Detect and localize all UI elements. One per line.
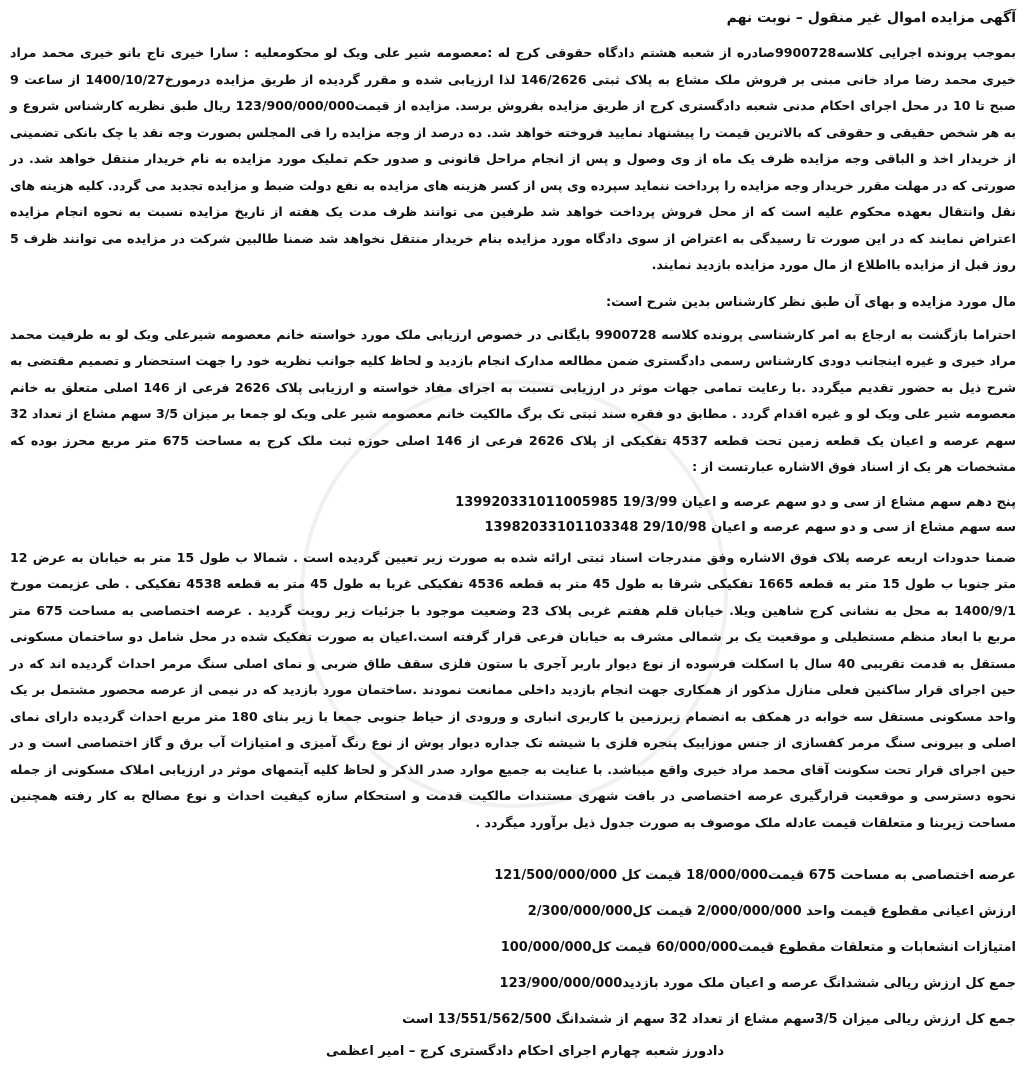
section-heading: مال مورد مزایده و بهای آن طبق نظر کارشناس بدین شرح است: xyxy=(605,294,1016,310)
deed-list xyxy=(10,495,1016,535)
notice-title: آگهی مزایده اموال غیر منقول – نوبت نهم xyxy=(726,10,1016,26)
valuation-item: ارزش اعیانی مقطوع قیمت واحد 2/000/000/000 قیمت کل2/300/000/000 xyxy=(527,904,1016,919)
valuation-item: امتیازات انشعابات و متعلقات مقطوع قیمت60/000/000 قیمت کل100/000/000 xyxy=(500,940,1016,955)
notice-paragraph-terms: بموجب پرونده اجرایی کلاسه9900728صادره از شعبه هشتم دادگاه حقوقی کرج له :معصومه شیر علی ویک لو محکومعلیه : سارا خیری تاج بانو خیری محمد مراد خیری محمد رضا مراد خانی مبنی بر فروش ملک مشاع به پلاک ثبتی 146/2626 لذا ارزیابی شده و مقرر گردیده از طریق مزایده درمورخ1400/10/27 از ساعت 9 صبح تا 10 در محل اجرای احکام مدنی شعبه دادگستری کرج از طریق مزایده بفروش برسد. مزایده از قیمت123/900/000/000 ریال طبق نظریه کارشناس شروع و به هر شخص حقیقی و حقوقی که بالاترین قیمت را پیشنهاد نمایید فروخته خواهد شد. ده درصد از وجه مزایده را فی المجلس بصورت وجه نقد یا چک بانکی تضمینی از خریدار اخذ و الباقی وجه مزایده ظرف یک ماه از وی وصول و پس از انجام مراحل قانونی و صدور حکم تملیک مورد مزایده به نام خریدار منتقل خواهد شد. در صورتی که در مهلت مقرر خریدار وجه مزایده را پرداخت ننماید سپرده وی پس از کسر هزینه های مزایده به نفع دولت ضبط و مزایده تجدید می گردد. کلیه هزینه های نقل وانتقال بعهده محکوم علیه است که از محل فروش پرداخت خواهد شد طرفین می توانند ظرف مدت یک هفته از تاریخ مزایده نسبت به نحوه انجام مزایده اعتراض نمایند که در این صورت تا رسیدگی به اعتراض از سوی دادگاه مورد مزایده بنام خریدار منتقل نخواهد شد ضمنا طالبین شرکت در مزایده می توانند ظرف 5 روز قبل از مزایده بااطلاع از مال مورد مزایده بازدید نمایند. xyxy=(10,45,1017,272)
valuation-item: جمع کل ارزش ریالی ششدانگ عرصه و اعیان ملک مورد بازدید123/900/000/000 xyxy=(499,976,1016,991)
notice-paragraph-description: ضمنا حدودات اربعه عرصه پلاک فوق الاشاره وفق مندرجات اسناد ثبتی ارائه شده به صورت زیر تعیین گردیده است . شمالا ب طول 15 متر به خیابان به عرض 12 متر جنوبا ب طول 15 متر به قطعه 1665 تفکیکی شرقا به طول 45 متر به قطعه 4536 تفکیکی غربا به طول 45 متر به قطعه 4538 تفکیکی . طی عزیمت مورخ 1400/9/1 به محل به نشانی کرج شاهین ویلا. خیابان قلم هفتم غربی پلاک 23 وضعیت موجود با جزئیات زیر رویت گردید . عرصه اختصاصی به مساحت 675 متر مربع با ابعاد منظم مستطیلی و موقعیت یک بر شمالی مشرف به خیابان فرعی قرار گرفته است.اعیان به صورت تفکیک شده در محل شامل دو ساختمان مسکونی مستقل به قدمت تقریبی 40 سال با اسکلت فرسوده از نوع دیوار باربر آجری با ستون فلزی سقف طاق ضربی و نمای اصلی سنگ مرمر احداث گردیده اند که در حین اجرای قرار ساکنین فعلی منازل مذکور از همکاری جهت انجام بازدید داخلی ممانعت نمودند .ساختمان مورد بازدید که در نیمی از عرصه محصور مشتمل بر یک واحد مسکونی مستقل سه خوابه در همکف به انضمام زیرزمین با کاربری انباری و ورودی از حیاط جنوبی جمعا با زیر بنای 180 متر مربع احداث گردیده دارای نمای اصلی و بیرونی سنگ مرمر کفسازی از جنس موزاییک پنجره فلزی با شیشه تک جداره دیوار پوش از نوع رنگ آمیزی و امتیازات آب برق و گاز اختصاصی است و در حین اجرای قرار تحت سکونت آقای محمد مراد خیری واقع میباشد. با عنایت به جمیع موارد صدر الذکر و لحاظ کلیه آیتمهای موثر در ارزیابی املاک مسکونی از جمله نحوه دسترسی و موقعیت قرارگیری عرصه اختصاصی در بافت شهری مستندات مالکیت قدمت و استحکام سازه کیفیت احداث و نوع مصالح به کار رفته همچنین مساحت زیربنا و متعلقات قیمت عادله ملک موصوف به صورت جدول ذیل برآورد میگردد . xyxy=(10,549,1017,830)
deed-item: پنج دهم سهم مشاع از سی و دو سهم عرصه و اعیان 19/3/99 139920331011005985 xyxy=(455,494,1016,510)
deed-item: سه سهم مشاع از سی و دو سهم عرصه و اعیان 29/10/98 1398203310110334‪8‬ xyxy=(484,519,1016,535)
auction-notice xyxy=(10,6,1016,1038)
notice-paragraph-expert: احتراما بازگشت به ارجاع به امر کارشناسی پرونده کلاسه 9900728 بایگانی در خصوص ارزیابی ملک مورد خواسته خانم معصومه شیرعلی ویک لو به طرفیت محمد مراد خیری و غیره اینجانب دودی کارشناس رسمی دادگستری ضمن مطالعه مدارک انجام بازدید و لحاظ کلیه جوانب نظریه خود را جهت استحضار و تصمیم مقتضی به شرح ذیل به حضور تقدیم میگردد .با رعایت تمامی جهات موثر در ارزیابی نسبت به اجرای مفاد خواسته و ارزیابی پلاک 2626 فرعی از 146 اصلی متعلق به خانم معصومه شیر علی ویک لو و غیره اقدام گردد . مطابق دو فقره سند ثبتی تک برگ مالکیت خانم معصومه شیر علی ویک لو جمعا بر میزان 3/5 سهم مشاع از تعداد 32 سهم عرصه و اعیان یک قطعه زمین تحت قطعه 4537 تفکیکی از پلاک 2626 فرعی از 146 اصلی حوزه ثبت ملک کرج به مساحت 675 متر مربع محرز بوده که مشخصات هر یک از اسناد فوق الاشاره عبارتست از : xyxy=(10,326,1016,474)
valuation-item: جمع کل ارزش ریالی میزان 3/5سهم مشاع از تعداد 32 سهم از ششدانگ 13/551/562/500 است xyxy=(402,1012,1016,1027)
signature-line: دادورز شعبه چهارم اجرای احکام دادگستری کرج – امیر اعظمی xyxy=(326,1044,724,1059)
valuation-item: عرصه اختصاصی به مساحت 675 قیمت18/000/000 قیمت کل 121/500/000/000 xyxy=(494,868,1016,883)
valuation-list xyxy=(10,858,1016,1038)
